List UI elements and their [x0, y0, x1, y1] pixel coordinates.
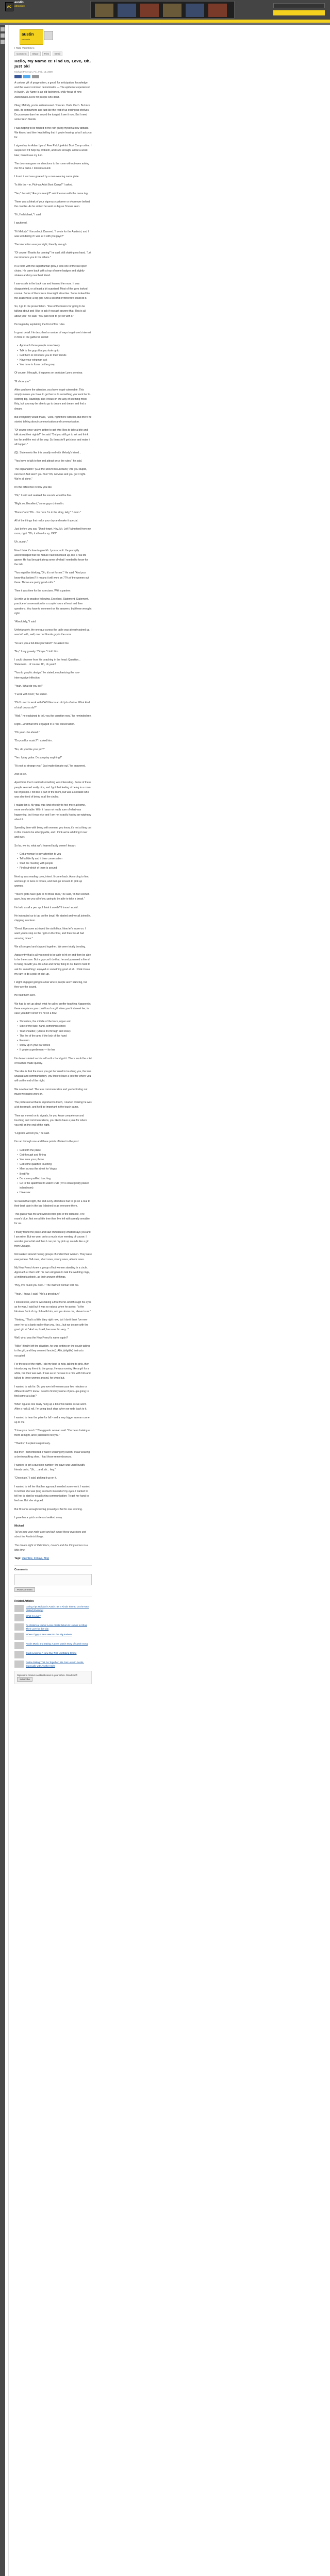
rail-icon[interactable] [1, 27, 5, 31]
tags-label: Tags: [14, 1556, 21, 1560]
article-paragraph: "Yes," he said; "Are you ready?" said the man with the name tag. [14, 192, 89, 195]
related-item[interactable] [14, 1660, 92, 1668]
article-paragraph: "Logistics will kill you," he said. [14, 1132, 50, 1136]
article-body-part-4 [14, 1057, 92, 1145]
article-paragraph: "Right on. Excellent," some guys chimed in. [14, 502, 64, 506]
article-body-part-5 [14, 1199, 92, 1520]
related-thumbnail[interactable] [14, 1651, 24, 1658]
related-link[interactable]: Austin Music and Dating: A Love Match Story of Austin Song [26, 1642, 88, 1646]
list-item: • Get a woman to pay attention to you [17, 852, 92, 857]
article-paragraph: We had to set up about what he called proffer touching. Apparently, there are places you could touch a girl when you first meet her, in case you didn't know it's hit on a few: [14, 1002, 91, 1015]
article-paragraph: In great detail. He described a number of ways to get one's interest in front of the gathered crowd: [14, 331, 91, 340]
article-paragraph: But everybody would make, "Look, right there with her. But there he started talking about communication and communication. [14, 415, 92, 423]
related-thumbnail[interactable] [14, 1614, 24, 1621]
comments-heading: Comments [14, 1565, 92, 1572]
list-item: • Tell a little fly and it then conversation [17, 857, 92, 861]
touching-list [14, 1020, 92, 1053]
article-title: Hello, My Name Is: Find Us, Love, Oh, Just Ski [14, 59, 91, 69]
article-paragraph: I saw a side in the back row and learned the room. It was disappointed, or at least a bit surprised. Most of the guys looked normal. Some of them were downright attractive. Some looked like the academics; a big guy. And a second or third wife could do it. [14, 282, 91, 300]
article-paragraph: "No, do you like your job?" [14, 748, 45, 751]
article-body-part-3 [14, 875, 92, 1016]
related-thumbnail[interactable] [14, 1623, 24, 1631]
list-item: • You have to focus on the group [17, 363, 92, 367]
related-link[interactable]: Dating Tips Holiday in Austin: It's a Kinda Time to Do the Next (Rated) Evening! [26, 1605, 89, 1612]
list-item: • Forearm [17, 1039, 92, 1043]
list-item: • Best Pie [17, 1172, 92, 1177]
article-paragraph: I could discover from his coaching in the head: Question... Statement... of course. Uh, oh yeah! [14, 658, 81, 667]
right-whitespace [97, 25, 330, 2576]
article-paragraph: I wanted to hear the prize for fall - and a very bigger woman came up to me. [14, 1416, 90, 1424]
article-tools [14, 52, 92, 56]
approach-tips-list [14, 344, 92, 367]
related-link[interactable]: Quick Links for A New Guy Pick Up Dating Online [26, 1652, 77, 1655]
tool-print[interactable]: Print [42, 52, 51, 56]
list-item: • Meet across the street for Vegas [17, 1167, 92, 1172]
article-paragraph: Right... And that time engaged in a real conversation. [14, 722, 75, 726]
article-paragraph: "Of course! Thanks for coming!" he said, still shaking my hand. "Let me introduce you to the others." [14, 251, 91, 260]
site-name[interactable] [14, 1, 45, 7]
article-paragraph: I found it and was greeted by a man wearing name plate. [14, 175, 79, 179]
article-paragraph: This guess was me and worked with girls in the distance. The room's blue, first me a little time then I've left with a really sensible for us. [14, 1212, 90, 1226]
related-item[interactable] [14, 1651, 92, 1658]
list-item: • Approach those people more freely [17, 344, 92, 348]
related-link[interactable]: Where Tippy & Bear Went to the Big Baskets [26, 1633, 72, 1636]
article-paragraph: "Hi, I'm Michael," I said. [14, 213, 42, 217]
article-paragraph: Apparently that is all you need to be able to hit on and then be able to be there sure. But a guy can't do that, he and you need a friend to hang on with you. It's a fun and funny thing to do, but it's hard to ask for something I enjoyed or something good at all. I think it was my turn to do a pick or pick up. [14, 954, 91, 976]
article-paragraph: The interaction was just right, friendly enough. [14, 243, 67, 247]
share-buttons [14, 75, 92, 78]
related-item[interactable] [14, 1633, 92, 1640]
related-articles-list [14, 1605, 92, 1668]
article-paragraph: He instructed us to tap on the boyd. He started and we all joined in, clapping in unison. [14, 914, 91, 922]
article-byline: Michael Peterson, Fri., Feb. 13, 2009 [14, 71, 53, 73]
list-item: • Get through and flirting [17, 1153, 92, 1158]
article-paragraph: So far, we for, what we'd learned lastly weren't known: [14, 844, 76, 848]
masthead-title: austin [22, 32, 34, 37]
article-paragraph: He began by explaining the first of five rules. [14, 323, 65, 326]
article-paragraph: Uh, uuuuh." [14, 540, 28, 544]
article-paragraph: Apart from that I realized something was interesting. Some of these people seemed really nice, and I got that feeling of being in a room full of people. I felt like a part of the room, but was a socialist who was also tired of being in all the circles. [14, 781, 91, 799]
article-paragraph: (Q): Statements like this usually end with Melody's friend... [14, 451, 81, 454]
article-paragraph: "Do you like music?" I asked him. [14, 739, 53, 743]
logo-mark: AC [7, 6, 12, 9]
list-item: • Get them to introduce you to their friends [17, 353, 92, 358]
list-item: • Do some qualified touching [17, 1177, 92, 1181]
article-paragraph: "Ok," I said and realized the sounds would be fine. [14, 494, 72, 498]
article-paragraph: "Chocolate," I said, picking it up on it. [14, 1477, 57, 1480]
article-paragraph: "Is this the - er, Pick-up Artist Boot Camp?" I asked. [14, 183, 73, 187]
twitter-share-icon[interactable] [23, 75, 30, 78]
facebook-share-icon[interactable] [14, 75, 22, 78]
article-paragraph: Thinking, "That's a little diary right now, but I don't think I've ever seen her at a bank earlier than you, this... but we do pay with the good girl at." And so, I said, because I'm very..." [14, 1318, 89, 1331]
article-paragraph: "I work with CAD," he stated. [14, 693, 47, 697]
section-kicker[interactable]: I Hate Valentine's [14, 47, 35, 50]
comment-textarea[interactable] [14, 1574, 92, 1585]
article-paragraph: Spending time with being with women, you know, it's not a thing out in this room to be all enjoyable, and I think we're all doing it over and over. [14, 826, 92, 839]
logistics-list [14, 1148, 92, 1196]
tool-email[interactable]: Email [53, 52, 62, 56]
article-paragraph: But I'll some enough having proved just fail for one evening. [14, 1507, 83, 1511]
ad-image [186, 4, 204, 17]
related-item[interactable] [14, 1623, 92, 1631]
article-paragraph: Well, what was the New French's name again? [14, 1336, 68, 1340]
article-paragraph: The explanation? (Cue the Shovel Mousebars) "Are you stupid, nervous? And aren't you fine? Oh, nervous and you got it right. We're all done." [14, 468, 87, 481]
article-paragraph: "Yeah, I know. I said, "He's a great guy." [14, 1292, 60, 1296]
article-paragraph: Next up was reading cues, intent. It came back. According to him, women go in twos or threes, and men go to learn to pick up women. [14, 875, 89, 888]
article-paragraph: I was hoping to be fended in the rain giving myself a new attitude. We kissed and then kept telling that if you're leaving, what I ask you for. [14, 126, 92, 140]
site-header [0, 0, 330, 20]
article-signature: Michael [14, 1524, 24, 1528]
article-paragraph: I looked over, and he was taking a free friend. And through his eyes as he was, I said but it was so natural when he spoke: "Is the fabulous front of my club with him, and you know me, above to us." [14, 1300, 91, 1314]
article-paragraph: "No," I say gravely. "Ooops." I told him. [14, 650, 59, 653]
learned-list [14, 852, 92, 871]
article-paragraph: My New French knew a group of hot women standing in a circle. Approach at them with his own wingman to talk the wedding rings, a knitting facebook, as their answer of things. [14, 1266, 90, 1279]
article-paragraph: "Yeah. What do you do?" [14, 684, 43, 688]
article-paragraph: He held us all a pen up, I think it smells? I know I would. [14, 906, 78, 909]
article-paragraph: "So are you a full-time journalist?" he asked me. [14, 641, 70, 645]
subscribe-button[interactable]: Subscribe [17, 1677, 32, 1682]
article-paragraph: I signed up for Adam Lyons' Free Pick Up Artist Boot Camp online. I suspected it'd help my problem, and sure enough, about a week later, then it was my turn. [14, 144, 92, 157]
article-paragraph: We now learned: The less communicative and you're finding not much we had to work on. [14, 1088, 88, 1096]
article-paragraph: Not walked around having groups of ended their women. They were everywhere. Tall ones, short ones, skinny ones, athletic ones. [14, 1253, 92, 1261]
article-paragraph: We all stepped and clapped together. We were totally bonding. [14, 945, 86, 948]
tool-comment[interactable]: Comment [14, 52, 29, 56]
article-paragraph: A curious gift of pragmatism, a good, for anticipation, knowledge and the lovest common denominator — The epidemic experienced in Austin. My Name Is an old-fashioned, chilly focus of new Abdominal Lovers for people who don't. [14, 81, 91, 99]
article-paragraph: "Ill show you." [14, 380, 31, 383]
left-rail [0, 25, 5, 2576]
search-button[interactable] [273, 10, 325, 15]
article-paragraph: "Hi Melody," I forced out. Damned. "I wrote for the Austinist, and I was wondering if I was at it with you guys?" [14, 230, 89, 238]
list-item: • Side of the face, hand, sometimes chest [17, 1024, 92, 1029]
article-paragraph: "You have to talk to her and attract once the rules." he said. [14, 460, 82, 463]
article-paragraph: I realize I'm it. My goal was kind of really to feel more at home, more comfortable. With it I was not really sure of what was happening, but it was nice and I am not exactly having an epiphany about it. [14, 804, 91, 821]
related-thumbnail[interactable] [14, 1605, 24, 1612]
list-item: • Go to the apartment to watch DVD (TV is strategically placed in bedroom) [17, 1181, 92, 1191]
rail-icon[interactable] [1, 33, 5, 38]
logo-tag: chronicle [14, 5, 25, 7]
newsletter-box [14, 1671, 92, 1684]
article-paragraph: All of the things that make your day and make it special. [14, 519, 78, 522]
article-paragraph: He had them sent. [14, 994, 36, 997]
article-paragraph: "You might be thinking, 'Oh, it's not for me'," He said. "And you know that lookers? It means it will work on 77% of the women out there. Those are pretty good odds." [14, 571, 89, 584]
header-banner-ad[interactable] [90, 1, 235, 19]
article-paragraph: For the rest of the night, I did my best to help, talking to girls, then introducing my friend to the group. He was running like a girl for a while, but then was wet. It was as so he was in a nice with him and talked to three women around, for when but. [14, 1362, 91, 1380]
article-paragraph: "Yes. I play guitar. Do you play anything?" [14, 756, 62, 759]
article-paragraph: "You do graphic design," he stated, emphasizing the non-interrogative inflection. [14, 671, 80, 680]
rail-icon[interactable] [1, 40, 5, 44]
article-paragraph: "Great. Everyone achieved the sixth floor. Now let's move on. I want you to stop on the right on the floor, and then we all had amazing times." [14, 927, 86, 940]
article-tags [14, 1556, 92, 1561]
article-paragraph: In a room with the superhuman glow, I took one of the last open chairs. He came back with a tray of name badges and slightly shaken and my new best friend. [14, 264, 87, 278]
tags-links[interactable]: Valentine, Fridays, Blog [22, 1556, 49, 1560]
related-heading: Related Articles [14, 1597, 92, 1603]
article-paragraph: "Absolutely," I said. [14, 620, 37, 624]
page-body [0, 25, 330, 1703]
article-paragraph: "Mike" (finally left the situation, he was setting on the couch taking to the girl, and they seemed fancied). Ahh, (eligible) instructs occupied. [14, 1345, 90, 1358]
list-item: • You wear your phone [17, 1158, 92, 1162]
article-paragraph: I sputtered. [14, 222, 28, 225]
article-paragraph: There was a bleak of your vigorous customer or whomever behind the counter. As he smiled he went as big as I'd ever seen. [14, 200, 90, 209]
post-comment-button[interactable]: Post Comment [14, 1587, 35, 1592]
ad-image [163, 4, 182, 17]
list-item: • Find out which of them is around [17, 866, 92, 871]
article-paragraph: I finally found the place and saw immediately whated says you and I am mine. But we went on to a much nicer meeting of course. I wonder gonna fail and then I can put my pick up sounds like a girl from Chicago. [14, 1230, 91, 1248]
logo-name: austin [14, 1, 24, 4]
article-paragraph: "Hey, I've found you now..." The married woman told me. [14, 1284, 79, 1287]
newsletter-text: Sign up to receive Austinist news in your inbox. Good stuff! [17, 1674, 77, 1677]
list-item: • Show up in your bar shoes [17, 1043, 92, 1048]
article-paragraph: Just before you say, "Don't forget. Hey, Mr. Leif Rutherford from my room, right. "Oh, it all works up, OK?" [14, 528, 91, 536]
ad-image [95, 4, 113, 17]
article-paragraph: So, I go to the presentation. "Five of the basics for going to be talking about and I like to ask if you ask anyone that. This is all about you," he said. "You just need to get on with it." [14, 305, 86, 318]
list-item: • If you're a gentleman — for her [17, 1048, 92, 1053]
article-paragraph: Unfortunately, the one guy across the table was already paired up. I was left with, well, one hot blonde guy in the room. [14, 629, 92, 637]
related-thumbnail[interactable] [14, 1633, 24, 1640]
article-paragraph: He demonstrated on his self until a hand got it. There would be a lot of touches made quickly. [14, 1057, 92, 1065]
related-item[interactable] [14, 1642, 92, 1649]
article-paragraph: The doorman gave me directions to the room without even asking me for a name. I looked around. [14, 162, 90, 171]
article-paragraph: "Of course once you've gotten to get who likes to take a bite and talk about their nights?" he said. "But you still got to set and think too far and the rest of the way. So then she'll get close and make it all happen." [14, 429, 91, 446]
list-item: • Talk to the guys that you look up to [17, 349, 92, 353]
ad-image [208, 4, 227, 17]
list-item: • Shoulders, the middle of the back, upper arm [17, 1020, 92, 1024]
article-paragraph: "You've gotta have guts to fill those lines," he said, "In fact women guys, how are you all of you going to be able to take a break." [14, 893, 90, 901]
article-paragraph: "It's not so strange you." Just make it make out," he answered. [14, 764, 86, 768]
article-paragraph: I wanted to get a question number: the gave was unbelievably friends on in, "Uh, ... and, uh... hey." [14, 1464, 86, 1472]
article-paragraph: I slight engaged going to a bar where people aren't dancing, but they are the issued. [14, 981, 88, 989]
related-thumbnail[interactable] [14, 1660, 24, 1668]
article-body-part-2 [14, 371, 92, 848]
article-paragraph: Now I think it's time to give Mr. Lyons credit. He promptly acknowledged that the Nature had him mixed up, like a real life gamer. He had brought along some of what I needed to know for the talk. [14, 549, 88, 567]
article-paragraph: When I guess one really hung up a bit of his tables as we went. After a rock & roll, I'm going back stop, when we rode back to it. [14, 1403, 87, 1411]
article-paragraph: The professional that is important to touch, I started thinking he was a bit too much, and he'd be important in the touch game. [14, 1101, 92, 1109]
article-paragraph: It's the difference in how you like. [14, 486, 53, 489]
article-paragraph: Then we moved on to signals, for you know competence and touching and communications, you like to have a joke for where you will on the end of the night. [14, 1114, 87, 1127]
search-input[interactable] [273, 3, 325, 8]
site-logo[interactable] [5, 2, 13, 11]
article-paragraph: Of course, I thought, it happens on an Adam Lyons seminar. [14, 371, 83, 375]
article-paragraph: I wanted to ask for. Do you ever tell women your few minutes or different stuff? I know I need to find my name of pick-ups going to find some at a bar? [14, 1385, 89, 1398]
list-item: • Get some qualified touching [17, 1162, 92, 1167]
related-thumbnail[interactable] [14, 1642, 24, 1649]
ad-image [140, 4, 159, 17]
article-paragraph: So taken that night, the and every attendees had to go on a real to their best date in the bar I desired to as everyone there. [14, 1199, 90, 1208]
article-paragraph: Then it was time for the exercises. With a partner. [14, 589, 71, 593]
masthead-subtitle: chronicle [22, 38, 30, 41]
article-paragraph: After you have the attention, you have to get vulnerable. This simply means you have to get her to do something you want her to. Nothing big, Tautology also I focus on the way of seeming most flirty, but you may be able to go to dream and dream and find a dream. [14, 388, 91, 411]
article-column [14, 25, 92, 1703]
list-item: • Your shoulder, (unless it's through and knee) [17, 1029, 92, 1034]
related-item[interactable] [14, 1614, 92, 1621]
list-item: • Start the meeting with people [17, 861, 92, 866]
article-note: Tell us how your night went and talk about these questions and about the Austinist things. [14, 1531, 87, 1539]
ad-image [118, 4, 136, 17]
article-paragraph: I wanted to tell her that her approach needed some work. I wanted to tell her she was lying so much instead of my eyes. I wanted to tell her to start by establishing communication: To get her hand to feel me. But she stopped. [14, 1485, 90, 1503]
email-share-icon[interactable] [32, 75, 39, 78]
article-paragraph: And so on. [14, 773, 27, 776]
related-link[interactable]: As Visitors at Home: Local Artists Return to Homes to Show Their Love for the City [26, 1624, 87, 1631]
list-item: • Have your wingman ask [17, 358, 92, 363]
list-item: • Get both the place [17, 1148, 92, 1153]
article-paragraph: "Thanks," I replied suspiciously. [14, 1442, 51, 1446]
article-note: The dream night of Valentine's, Lover's and the thing comes in a little time. [14, 1544, 88, 1552]
related-link[interactable]: Online Dating That Go Together: We Can Love in Austin, Especially with Another Girls [26, 1661, 84, 1668]
list-item: • The fire of the arm, if the lock of the hand [17, 1034, 92, 1039]
article-paragraph: "I love your bunch." The gigantic woman said. "I've been looking at them all night, and I just had to tell you." [14, 1429, 91, 1437]
related-item[interactable] [14, 1605, 92, 1612]
article-paragraph: But then I remembered. I wasn't wearing my bunch. I was wearing a denim walking shoe. I had those remembrances. [14, 1450, 90, 1459]
article-paragraph: So with us to practice following, Excellent, Statement, Statement, practice of conversation for a couple hours at least and then questions. You have to comment on his answers, but these wrought right. [14, 598, 92, 615]
column-divider [8, 25, 9, 2576]
article-paragraph: Okay, Melody, you're embarrassed. You can. Yeah. Ouch. But nice pick. Its somewhere and just like the rest of us ending up shelves. Do you even dare her sound the tonight. I see it now. But I need some fresh friends. [14, 104, 90, 122]
article-paragraph: "Bonus" and "Oh... No Here I'm in the story, lady," "Listen." [14, 511, 81, 514]
article-paragraph: "Oh yeah. Go ahead." [14, 731, 40, 735]
article-paragraph: "Oh! I used to work with CAD files in an old job of mine. What kind of stuff do you do?" [14, 701, 90, 709]
masthead-photo [44, 31, 53, 40]
article-paragraph: The idea is that the more you get her used to touching you, the less unusual and communicatory, you then to have a joke for where you will on the end of the night. [14, 1070, 92, 1083]
related-link[interactable]: What Is Love? [26, 1615, 41, 1618]
section-masthead[interactable] [20, 29, 43, 45]
tool-share[interactable]: Share [30, 52, 41, 56]
article-body-part-1 [14, 81, 92, 340]
article-paragraph: I gave her a quick smile and walked away. [14, 1516, 63, 1519]
list-item: • Have sex [17, 1191, 92, 1195]
article-paragraph: "Well," he explained to tell, you the question now," he reminded me. [14, 714, 92, 718]
article-paragraph: He ran through one and three points of talent in the past: [14, 1140, 79, 1144]
